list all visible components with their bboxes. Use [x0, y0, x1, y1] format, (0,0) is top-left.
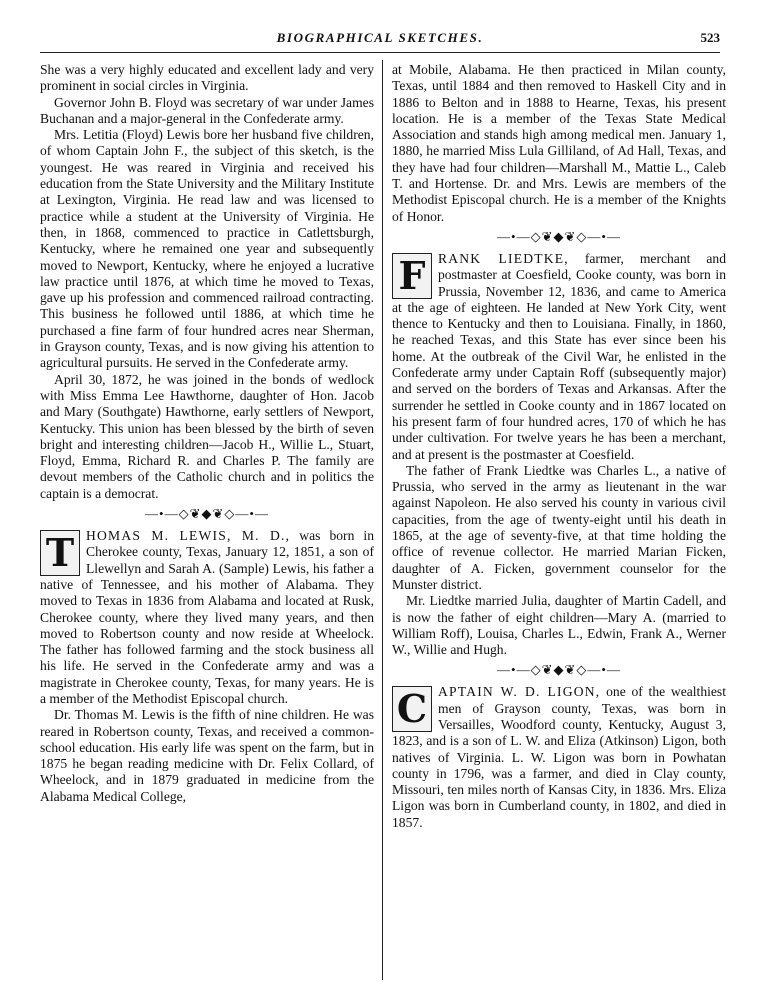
paragraph: Dr. Thomas M. Lewis is the fifth of nine children. He was reared in Robertson county, Texas, and received a common-school education. His early life was spent on the farm, but in 1875 he began reading medicine with Dr. Felix Collard, of Wheelock, and in 1879 graduated in medicine from the Alabama Medical College,	[40, 707, 374, 804]
header-rule	[40, 52, 720, 53]
entry-lewis	[40, 528, 374, 707]
entry-intro	[392, 684, 726, 831]
running-header	[40, 30, 720, 52]
paragraph: April 30, 1872, he was joined in the bonds of wedlock with Miss Emma Lee Hawthorne, daughter of Hon. Jacob and Mary (Southgate) Hawthorne, early settlers of Newport, Kentucky. This union has been blessed by the birth of seven bright and interesting children—Jacob H., Willie L., Stuart, Floyd, Emma, Richard R. and Charles P. The family are devout members of the Catholic church and in politics the captain is a democrat.	[40, 371, 374, 501]
entry-ligon	[392, 684, 726, 831]
drop-cap-c: C	[392, 686, 432, 732]
entry-text: farmer, merchant and postmaster at Coesfield, Cooke county, was born in Prussia, November 12, 1836, and came to America at the age of eighteen. He landed at New York City, went thence to Kentucky and then to Louisiana. Finally, in 1860, he reached Texas, and this State has ever since been his home. At the outbreak of the Civil War, he enlisted in the Confederate army under Captain Roff (subsequently major) and served on the borders of Texas and Arkansas. After the surrender he settled in Cooke county and in 1867 located on his present farm of four hundred acres, 170 of which he has under cultivation. For twelve years he has been a merchant, and at present is the postmaster at Coesfield.	[392, 250, 726, 462]
paragraph: Mrs. Letitia (Floyd) Lewis bore her husband five children, of whom Captain John F., the subject of this sketch, is the youngest. He was reared in Virginia and received his education from the State University and the Military Institute at Lexington, Virginia. He read law and was licensed to practice while a student at the University of Virginia. He then, in 1868, commenced to practice in Catlettsburgh, Kentucky, where he remained one year and subsequently moved to Newport, Kentucky, where he enjoyed a lucrative law practice until 1876, at which time he moved to Texas, gave up his profession and commenced railroad contracting. This business he followed until 1886, at which time he purchased a fine farm of four hundred acres near Sherman, in Grayson county, Texas, and is now giving his attention to agricultural pursuits. He served in the Confederate army.	[40, 127, 374, 371]
paragraph: The father of Frank Liedtke was Charles L., a native of Prussia, who served in the army as lieutenant in the war against Napoleon. He also served his county in various civil capacities, from the age of twenty-eight until his death in 1865, at the age of seventy-five, at that time holding the office of revenue collector. He married Marian Ficken, daughter of A. Ficken, government counselor for the Munster district.	[392, 462, 726, 592]
left-column	[40, 62, 374, 982]
paragraph: at Mobile, Alabama. He then practiced in Milan county, Texas, until 1884 and then removed to Haskell City and in 1886 to Belton and in 1888 to Hearne, Texas, his present location. He is a member of the Texas State Medical Association and stands high among medical men. January 1, 1880, he married Miss Lula Gilliland, of Ad Hall, Texas, and they have had four children—Marshall M., Mattie L., Caleb T. and Hortense. Dr. and Mrs. Lewis are members of the Methodist Episcopal church. He is a member of the Knights of Honor.	[392, 62, 726, 224]
page-number: 523	[700, 30, 720, 45]
entry-liedtke	[392, 251, 726, 463]
section-separator: —•—◇❦◆❦◇—•—	[497, 228, 621, 244]
paragraph: She was a very highly educated and excellent lady and very prominent in social circles in Virginia.	[40, 62, 374, 94]
entry-intro	[392, 251, 726, 463]
entry-text: was born in Cherokee county, Texas, January 12, 1851, a son of Llewellyn and Sarah A. (Sample) Lewis, his father a native of Tennessee, and his mother of Alabama. They moved to Texas in 1836 from Alabama and located at Rusk, Cherokee county, where they lived many years, and then moved to Robertson county and now reside at Wheelock. The father has followed farming and the stock business all his life. He served in the Confederate army and was a magistrate in Cherokee county, Texas, for many years. He is a member of the Methodist Episcopal church.	[40, 528, 374, 706]
right-column	[392, 62, 726, 982]
entry-name: HOMAS M. LEWIS, M. D.,	[86, 528, 291, 544]
running-title: BIOGRAPHICAL SKETCHES.	[276, 30, 484, 45]
entry-intro	[40, 528, 374, 707]
paragraph: Mr. Liedtke married Julia, daughter of Martin Cadell, and is now the father of eight children—Mary A. (married to William Roff), Louisa, Charles L., Edwin, Frank A., Werner W., Willie and Hugh.	[392, 593, 726, 658]
paragraph: Governor John B. Floyd was secretary of war under James Buchanan and a major-general in the Confederate army.	[40, 94, 374, 126]
entry-name: APTAIN W. D. LIGON,	[438, 684, 601, 700]
drop-cap-f: F	[392, 253, 432, 299]
section-separator: —•—◇❦◆❦◇—•—	[145, 506, 269, 522]
drop-cap-t: T	[40, 530, 80, 576]
column-divider	[382, 60, 383, 980]
entry-name: RANK LIEDTKE,	[438, 250, 569, 266]
entry-text: one of the wealthiest men of Grayson county, Texas, was born in Versailles, Woodford county, Kentucky, August 3, 1823, and is a son of L. W. and Eliza (Atkinson) Ligon, both natives of Virginia. L. W. Ligon was born in Powhatan county in 1796, was a farmer, and died in Clay county, Missouri, ten miles north of Kansas City, in 1836. Mrs. Eliza Ligon was born in Cumberland county, in 1802, and died in 1857.	[392, 684, 726, 830]
section-separator: —•—◇❦◆❦◇—•—	[497, 662, 621, 678]
